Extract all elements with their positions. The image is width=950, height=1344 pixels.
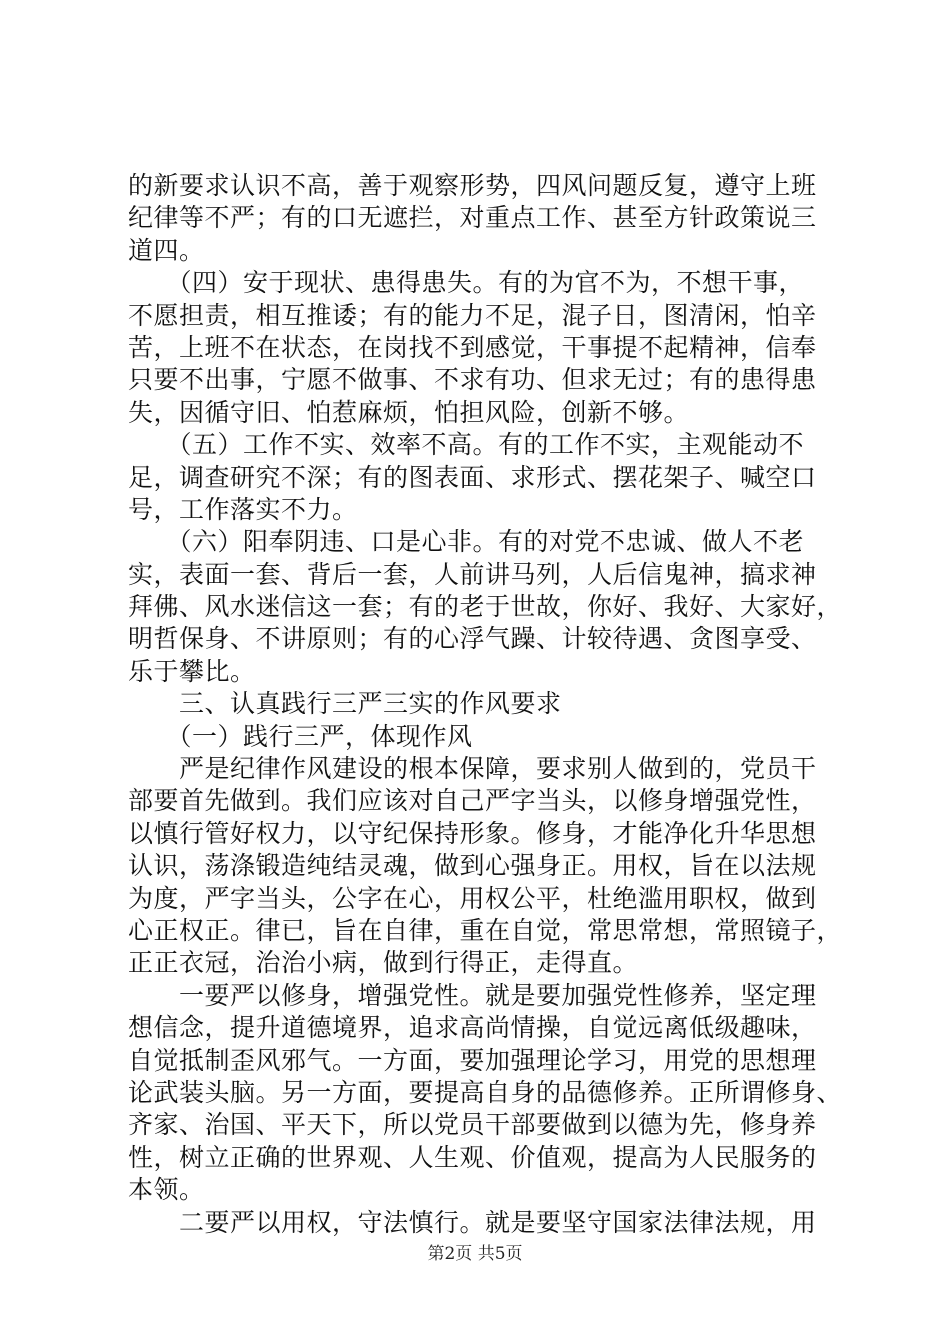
text-line: 不愿担责，相互推诿；有的能力不足，混子日，图清闲，怕辛 — [128, 300, 817, 330]
text-line: 二要严以用权，守法慎行。就是要坚守国家法律法规，用 — [128, 1207, 817, 1237]
page-footer — [0, 1244, 950, 1264]
text-line: 想信念，提升道德境界，追求高尚情操，自觉远离低级趣味， — [128, 1013, 817, 1043]
text-line: （四）安于现状、患得患失。有的为官不为，不想干事， — [128, 268, 805, 298]
text-line: （五）工作不实、效率不高。有的工作不实，主观能动不 — [128, 430, 805, 460]
text-line: 自觉抵制歪风邪气。一方面，要加强理论学习，用党的思想理 — [128, 1045, 817, 1075]
page-number-label: 第2页 共5页 — [427, 1244, 523, 1264]
text-line: 认识，荡涤锻造纯结灵魂，做到心强身正。用权，旨在以法规 — [128, 851, 817, 881]
text-line: （一）践行三严，体现作风 — [128, 721, 473, 751]
text-line: 论武装头脑。另一方面，要提高自身的品德修养。正所谓修身、 — [128, 1077, 843, 1107]
text-line: 道四。 — [128, 235, 205, 265]
text-line: 为度，严字当头，公字在心，用权公平，杜绝滥用职权，做到 — [128, 883, 817, 913]
text-line: 苦，上班不在状态，在岗找不到感觉，干事提不起精神，信奉 — [128, 332, 817, 362]
text-line: （六）阳奉阴违、口是心非。有的对党不忠诚、做人不老 — [128, 527, 805, 557]
text-line: 足，调查研究不深；有的图表面、求形式、摆花架子、喊空口 — [128, 462, 817, 492]
text-line: 拜佛、风水迷信这一套；有的老于世故，你好、我好、大家好， — [128, 592, 843, 622]
text-line: 乐于攀比。 — [128, 656, 256, 686]
text-line: 号，工作落实不力。 — [128, 494, 358, 524]
text-line: 的新要求认识不高，善于观察形势，四风问题反复，遵守上班 — [128, 171, 817, 200]
text-line: 只要不出事，宁愿不做事、不求有功、但求无过；有的患得患 — [128, 365, 817, 395]
text-line: 严是纪律作风建设的根本保障，要求别人做到的，党员干 — [128, 754, 817, 784]
text-line: 本领。 — [128, 1175, 205, 1205]
document-body — [128, 170, 843, 1239]
text-line: 明哲保身、不讲原则；有的心浮气躁、计较待遇、贪图享受、 — [128, 624, 817, 654]
text-line: 心正权正。律已，旨在自律，重在自觉，常思常想，常照镜子， — [128, 915, 843, 945]
text-line: 正正衣冠，治治小病，做到行得正，走得直。 — [128, 948, 639, 978]
text-line: 三、认真践行三严三实的作风要求 — [128, 689, 562, 719]
text-line: 齐家、治国、平天下，所以党员干部要做到以德为先，修身养 — [128, 1110, 817, 1140]
text-line: 性，树立正确的世界观、人生观、价值观，提高为人民服务的 — [128, 1142, 817, 1172]
text-line: 一要严以修身，增强党性。就是要加强党性修养，坚定理 — [128, 980, 817, 1010]
text-line: 以慎行管好权力，以守纪保持形象。修身，才能净化升华思想 — [128, 818, 817, 848]
text-line: 纪律等不严；有的口无遮拦，对重点工作、甚至方针政策说三 — [128, 203, 817, 233]
text-line: 实，表面一套、背后一套，人前讲马列，人后信鬼神，搞求神 — [128, 559, 817, 589]
text-line: 失，因循守旧、怕惹麻烦，怕担风险，创新不够。 — [128, 397, 690, 427]
text-line: 部要首先做到。我们应该对自己严字当头，以修身增强党性， — [128, 786, 817, 816]
